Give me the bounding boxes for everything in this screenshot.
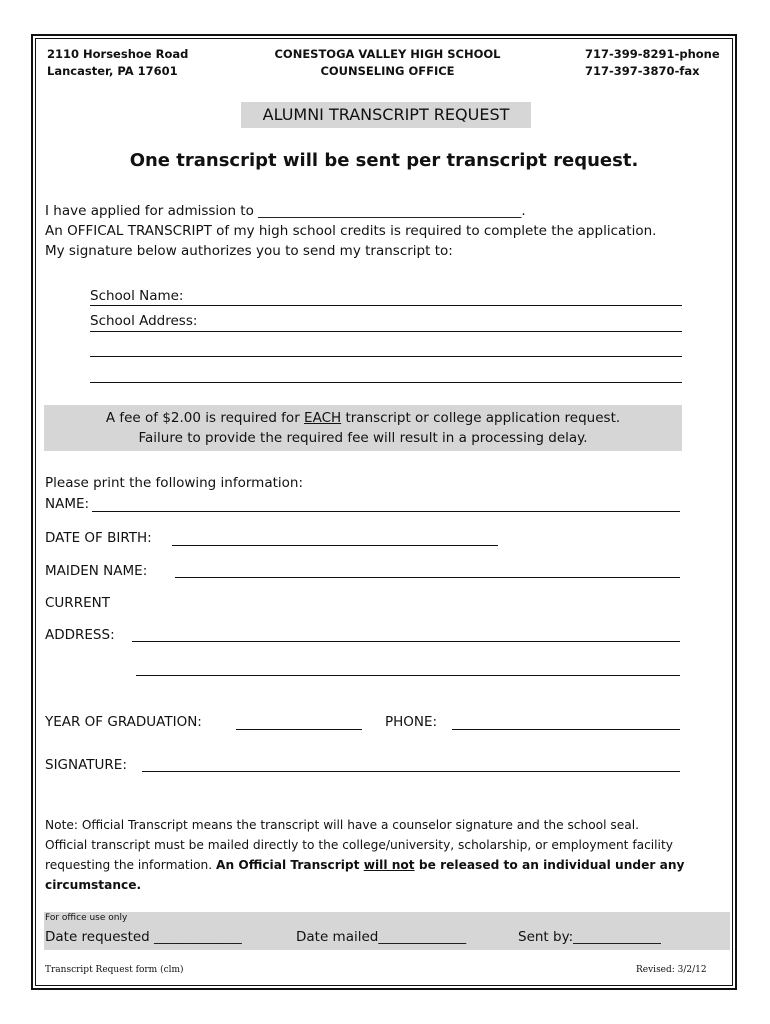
school-address-line2[interactable] (90, 356, 682, 357)
current-label: CURRENT (45, 595, 110, 611)
fee-notice-line2: Failure to provide the required fee will result in a processing delay. (138, 430, 588, 446)
note-line3-bold-before: An Official Transcript (216, 858, 364, 872)
graduation-year-label: YEAR OF GRADUATION: (45, 714, 202, 730)
address-line1[interactable] (132, 641, 680, 642)
note-line4: circumstance. (45, 878, 142, 892)
fee-text-before: A fee of $2.00 is required for (105, 410, 305, 426)
fax-number: 717-397-3870-fax (585, 64, 700, 78)
address-line2: Lancaster, PA 17601 (47, 64, 178, 78)
date-requested-field[interactable]: Date requested _____________ (45, 929, 242, 945)
note-line2: Official transcript must be mailed directly to the college/university, scholarship, or employment facility (45, 838, 673, 852)
school-address-line3[interactable] (90, 382, 682, 383)
school-name: CONESTOGA VALLEY HIGH SCHOOL (274, 47, 501, 61)
address-label: ADDRESS: (45, 627, 115, 643)
intro-line2: An OFFICAL TRANSCRIPT of my high school credits is required to complete the application. (45, 223, 657, 239)
address-line1: 2110 Horseshoe Road (47, 47, 189, 61)
intro-line3: My signature below authorizes you to send my transcript to: (45, 243, 453, 259)
office-name: COUNSELING OFFICE (320, 64, 455, 78)
school-name-line[interactable] (90, 305, 682, 306)
school-name-block (235, 46, 540, 80)
maiden-name-label: MAIDEN NAME: (45, 563, 148, 579)
dob-label: DATE OF BIRTH: (45, 530, 152, 546)
print-instruction: Please print the following information: (45, 475, 304, 491)
note-line3-normal: requesting the information. (45, 858, 213, 872)
note-line1: Note: Official Transcript means the transcript will have a counselor signature and the school seal. (45, 818, 639, 832)
maiden-name-line[interactable] (175, 577, 680, 578)
date-mailed-field[interactable]: Date mailed_____________ (296, 929, 467, 945)
fee-text-each: EACH (304, 410, 342, 426)
signature-line[interactable] (142, 771, 680, 772)
dob-line[interactable] (172, 545, 498, 546)
note-line3 (45, 858, 685, 872)
subtitle: One transcript will be sent per transcript request. (129, 150, 639, 171)
school-address-label: School Address: (90, 313, 198, 329)
name-label: NAME: (45, 496, 90, 512)
phone-number: 717-399-8291-phone (585, 47, 720, 61)
intro-line1 (45, 203, 526, 219)
contact-block (585, 46, 720, 80)
office-use-label: For office use only (45, 913, 128, 923)
revised-date: Revised: 3/2/12 (636, 965, 707, 975)
intro-admission-label: I have applied for admission to (45, 203, 254, 219)
note-will-not: will not (363, 858, 415, 872)
phone-label: PHONE: (385, 714, 438, 730)
school-name-label: School Name: (90, 288, 184, 304)
graduation-year-line[interactable] (236, 729, 362, 730)
signature-label: SIGNATURE: (45, 757, 127, 773)
note-line3-bold-after: be released to an individual under any (414, 858, 685, 872)
fee-text-after: transcript or college application request. (341, 410, 621, 426)
admission-blank[interactable]: _______________________________________. (258, 203, 526, 219)
sent-by-field[interactable]: Sent by:_____________ (518, 929, 661, 945)
form-name: Transcript Request form (clm) (45, 965, 184, 975)
phone-line[interactable] (452, 729, 680, 730)
school-address-line1[interactable] (90, 331, 682, 332)
name-line[interactable] (92, 511, 680, 512)
page-title: ALUMNI TRANSCRIPT REQUEST (262, 105, 510, 124)
fee-notice-line1 (44, 410, 682, 426)
school-address-block (47, 46, 188, 80)
address-line2[interactable] (136, 675, 680, 676)
